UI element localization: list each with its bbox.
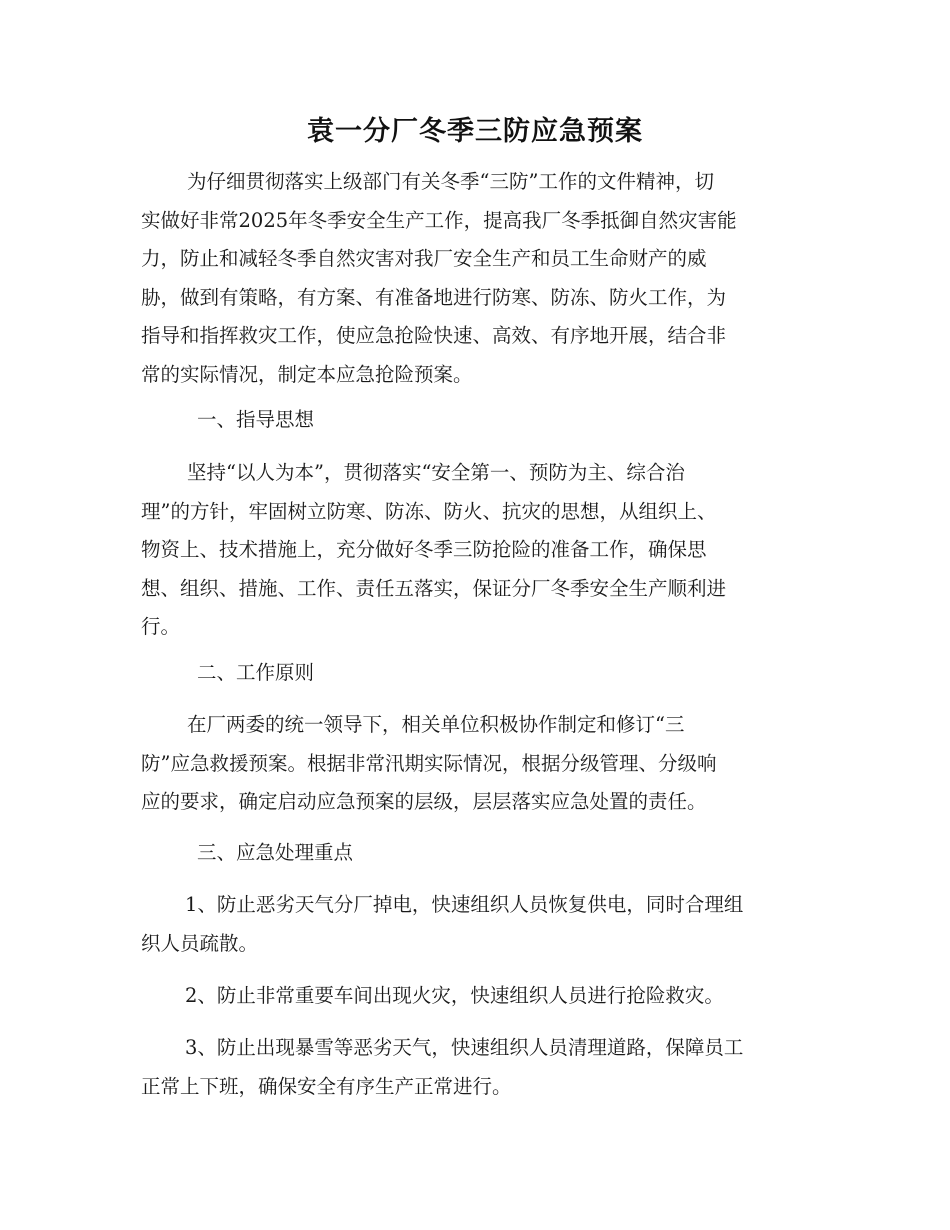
- section1-line: 想、组织、措施、工作、责任五落实，保证分厂冬季安全生产顺利进: [141, 576, 727, 600]
- document-title: 袁一分厂冬季三防应急预案: [307, 116, 643, 147]
- intro-line: 指导和指挥救灾工作，使应急抢险快速、高效、有序地开展，结合非: [141, 324, 727, 347]
- emergency-item-3: [141, 1029, 809, 1106]
- section2-line: 防”应急救援预案。根据非常汛期实际情况，根据分级管理、分级响: [141, 751, 717, 775]
- intro-line: 实做好非常2025年冬季安全生产工作，提高我厂冬季抵御自然灾害能: [141, 208, 737, 232]
- section2-line: 在厂两委的统一领导下，相关单位积极协作制定和修订“三: [187, 713, 685, 736]
- section-heading-guiding-ideology: 一、指导思想: [197, 408, 315, 431]
- section2-line: 应的要求，确定启动应急预案的层级，层层落实应急处置的责任。: [141, 790, 707, 813]
- emergency-item-2: [141, 977, 809, 1016]
- intro-line: 力，防止和减轻冬季自然灾害对我厂安全生产和员工生命财产的威: [141, 247, 707, 270]
- item1-line: 织人员疏散。: [141, 931, 259, 955]
- emergency-item-1: [141, 886, 809, 963]
- section-heading-work-principles: 二、工作原则: [197, 661, 315, 684]
- section1-line: 物资上、技术措施上，充分做好冬季三防抢险的准备工作，确保思: [141, 538, 707, 561]
- intro-line: 为仔细贯彻落实上级部门有关冬季“三防”工作的文件精神，切: [187, 170, 714, 193]
- section1-line: 坚持“以人为本”，贯彻落实“安全第一、预防为主、综合治: [187, 461, 685, 484]
- section-heading-emergency-focus: 三、应急处理重点: [197, 841, 354, 864]
- section2-paragraph: [141, 706, 809, 822]
- section1-paragraph: [141, 454, 809, 647]
- intro-line: 常的实际情况，制定本应急抢险预案。: [141, 362, 473, 386]
- section1-line: 行。: [141, 615, 181, 638]
- item3-line: 正常上下班，确保安全有序生产正常进行。: [141, 1074, 512, 1098]
- intro-paragraph: [141, 163, 809, 394]
- section1-line: 理”的方针，牢固树立防寒、防冻、防火、抗灾的思想，从组织上、: [141, 499, 717, 523]
- item1-line: 1、防止恶劣天气分厂掉电，快速组织人员恢复供电，同时合理组: [185, 893, 744, 916]
- intro-line: 胁，做到有策略，有方案、有准备地进行防寒、防冻、防火工作，为: [141, 285, 727, 309]
- item2-line: 2、防止非常重要车间出现火灾，快速组织人员进行抢险救灾。: [185, 984, 724, 1007]
- item3-line: 3、防止出现暴雪等恶劣天气，快速组织人员清理道路，保障员工: [185, 1036, 744, 1059]
